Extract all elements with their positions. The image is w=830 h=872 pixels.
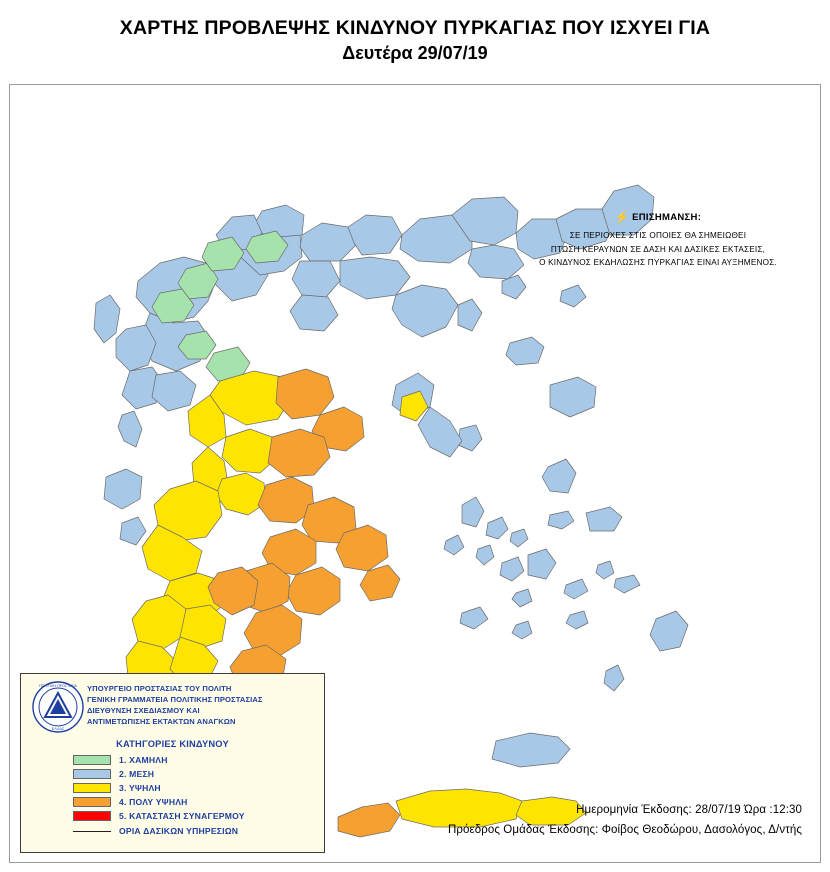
region-amorgos (564, 579, 588, 599)
legend-label-medium: 2. ΜΕΣΗ (119, 768, 155, 779)
legend-label-alarm: 5. ΚΑΤΑΣΤΑΣΗ ΣΥΝΑΓΕΡΜΟΥ (119, 810, 245, 821)
region-athos (458, 299, 482, 331)
region-kos (614, 575, 640, 593)
region-larisa-e (276, 369, 334, 419)
region-chalkidiki (392, 285, 458, 337)
region-samothraki (560, 285, 586, 307)
page-title (0, 0, 830, 66)
org-line-2: ΓΕΝΙΚΗ ΓΡΑΜΜΑΤΕΙΑ ΠΟΛΙΤΙΚΗΣ ΠΡΟΣΤΑΣΙΑΣ (87, 695, 263, 704)
region-milos (460, 607, 488, 629)
region-evrytania (216, 473, 266, 515)
region-thessaloniki (340, 257, 410, 299)
region-mykonos (510, 529, 528, 547)
region-crete-west (338, 803, 400, 837)
region-kalymnos (596, 561, 614, 579)
legend-item-1 (73, 753, 316, 766)
note-heading (508, 210, 808, 224)
legend-swatch-alarm (73, 811, 111, 821)
region-corfu (94, 295, 120, 343)
region-paros (500, 557, 524, 581)
note-line-1: ΣΕ ΠΕΡΙΟΧΕΣ ΣΤΙΣ ΟΠΟΙΕΣ ΘΑ ΣΗΜΕΙΩΘΕΙ (569, 231, 747, 240)
legend-swatch-very-high (73, 797, 111, 807)
note-line-2: ΠΤΩΣΗ ΚΕΡΑΥΝΩΝ ΣΕ ΔΑΣΗ ΚΑΙ ΔΑΣΙΚΕΣ ΕΚΤΑΣΕΙΣ, (550, 244, 766, 254)
region-zakynthos (120, 517, 146, 545)
org-line-1: ΥΠΟΥΡΓΕΙΟ ΠΡΟΣΤΑΣΙΑΣ ΤΟΥ ΠΟΛΙΤΗ (87, 684, 232, 693)
legend-label-forest-boundary: ΟΡΙΑ ΔΑΣΙΚΩΝ ΥΠΗΡΕΣΙΩΝ (119, 826, 239, 836)
svg-text:ΠΟΛΙΤΙΚΗ ΠΡΟΣΤΑΣΙΑ: ΠΟΛΙΤΙΚΗ ΠΡΟΣΤΑΣΙΑ (39, 684, 77, 688)
region-syros (476, 545, 494, 565)
logo-svg (29, 680, 87, 734)
forest-boundary-line-icon (73, 831, 111, 832)
note-line-3: Ο ΚΙΝΔΥΝΟΣ ΕΚΔΗΛΩΣΗΣ ΠΥΡΚΑΓΙΑΣ ΕΙΝΑΙ ΑΥΞΗΜΕΝΟΣ. (539, 258, 777, 268)
issue-date: Ημερομηνία Έκδοσης: 28/07/19 Ώρα :12:30 (576, 803, 802, 816)
region-lesvos (550, 377, 596, 417)
legend-items (29, 753, 316, 836)
fire-risk-map[interactable] (9, 84, 821, 863)
map-legend (20, 673, 325, 853)
region-lefkada (118, 411, 142, 447)
civil-protection-logo (29, 680, 87, 734)
lightning-bolt-icon: ⚡ (614, 210, 631, 224)
title-line-1: ΧΑΡΤΗΣ ΠΡΟΒΛΕΨΗΣ ΚΙΝΔΥΝΟΥ ΠΥΡΚΑΓΙΑΣ ΠΟΥ ΙΣΧΥΕΙ ΓΙΑ (119, 17, 711, 39)
legend-swatch-high (73, 783, 111, 793)
region-pella (300, 223, 356, 261)
region-karpathos (604, 665, 624, 691)
region-ios (512, 589, 532, 607)
org-line-4: ΑΝΤΙΜΕΤΩΠΙΣΗΣ ΕΚΤΑΚΤΩΝ ΑΝΑΓΚΩΝ (87, 717, 236, 726)
legend-swatch-medium (73, 769, 111, 779)
region-skyros (458, 425, 482, 451)
region-arta (152, 371, 196, 411)
issuer-name: Πρόεδρος Ομάδας Έκδοσης: Φοίβος Θεοδώρου, Δασολόγος, Δ/ντής (447, 823, 802, 836)
legend-label-low: 1. ΧΑΜΗΛΗ (119, 754, 168, 765)
issue-info (448, 800, 802, 840)
region-kea (444, 535, 464, 555)
legend-item-3 (73, 781, 316, 794)
org-line-3: ΔΙΕΥΘΥΝΣΗ ΣΧΕΔΙΑΣΜΟΥ ΚΑΙ (87, 706, 200, 715)
region-imathia (292, 261, 340, 297)
region-limnos (506, 337, 544, 365)
region-evia-south (418, 407, 462, 457)
region-astypalaia (566, 611, 588, 629)
legend-item-forest-boundary (73, 826, 316, 836)
region-kefalonia (104, 469, 142, 509)
region-tinos (486, 517, 508, 539)
region-santorini (512, 621, 532, 639)
region-crete-east (492, 733, 570, 767)
legend-swatch-low (73, 755, 111, 765)
legend-label-very-high: 4. ΠΟΛΥ ΥΨΗΛΗ (119, 796, 188, 807)
legend-item-4 (73, 795, 316, 808)
region-pieria (290, 295, 338, 331)
legend-label-high: 3. ΥΨΗΛΗ (119, 782, 161, 793)
warning-note (508, 210, 808, 270)
legend-item-2 (73, 767, 316, 780)
region-naxos (528, 549, 556, 579)
region-thesprotia (116, 325, 156, 371)
region-ikaria (548, 511, 574, 529)
legend-organization (87, 680, 263, 727)
svg-text:ΕΛΛΑΣ: ΕΛΛΑΣ (51, 727, 65, 731)
region-fthiotida (268, 429, 330, 477)
region-rhodes (650, 611, 688, 651)
legend-title: ΚΑΤΗΓΟΡΙΕΣ ΚΙΝΔΥΝΟΥ (116, 739, 229, 749)
legend-item-5 (73, 809, 316, 822)
region-samos (586, 507, 622, 531)
title-line-2: Δευτέρα 29/07/19 (342, 43, 488, 64)
note-heading-text: ΕΠΙΣΗΜΑΝΣΗ: (632, 212, 702, 223)
region-chios (542, 459, 576, 493)
region-kilkis (348, 215, 402, 255)
region-andros (462, 497, 484, 527)
